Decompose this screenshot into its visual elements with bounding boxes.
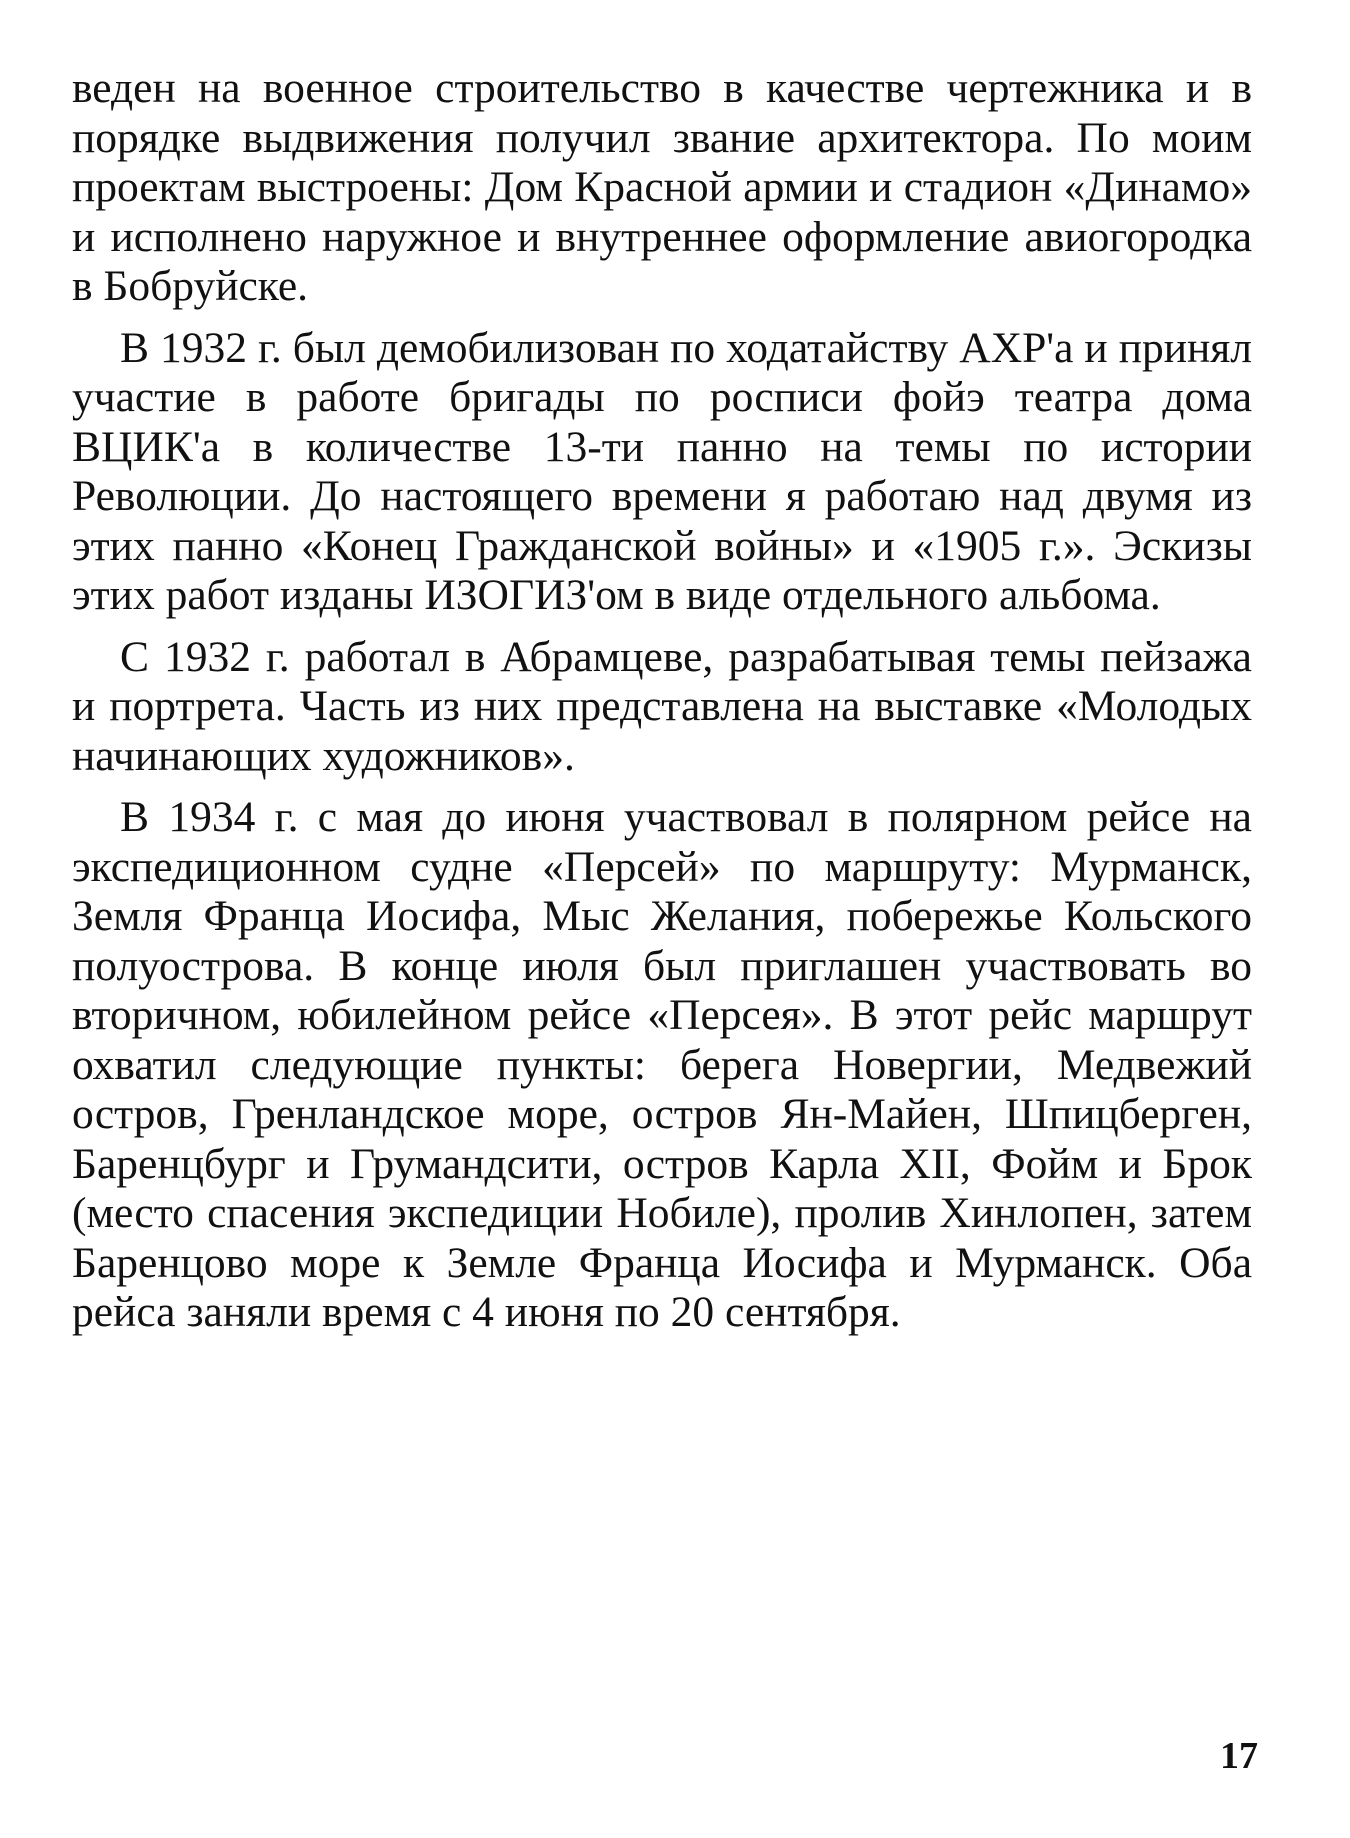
paragraph-3: С 1932 г. работал в Абрамцеве, разрабатывая темы пейзажа и портрета. Часть из них представлена на выставке «Молодых начинающих художников». bbox=[72, 632, 1252, 780]
paragraph-1: веден на военное строительство в качестве чертежника и в порядке выдвижения получил звание архитектора. По моим проектам выстроены: Дом Красной армии и стадион «Динамо» и исполнено наружное и внутреннее оформление авиогородка в Бобруйске. bbox=[72, 64, 1252, 310]
paragraph-4: В 1934 г. с мая до июня участвовал в полярном рейсе на экспедиционном судне «Персей» по маршруту: Мурманск, Земля Франца Иосифа, Мыс Желания, побережье Кольского полуострова. В конце июля был приглашен участвовать во вторичном, юбилейном рейсе «Персея». В этот рейс маршрут охватил следующие пункты: берега Новергии, Медвежий остров, Гренландское море, остров Ян-Майен, Шпицберген, Баренцбург и Грумандсити, остров Карла XII, Фойм и Брок (место спасения экспедиции Нобиле), пролив Хинлопен, затем Баренцово море к Земле Франца Иосифа и Мурманск. Оба рейса заняли время с 4 июня по 20 сентября. bbox=[72, 793, 1252, 1336]
paragraph-2: В 1932 г. был демобилизован по ходатайству АХР'а и принял участие в работе бригады по росписи фойэ театра дома ВЦИК'а в количестве 13-ти панно на темы по истории Революции. До настоящего времени я работаю над двумя из этих панно «Конец Гражданской войны» и «1905 г.». Эскизы этих работ изданы ИЗОГИЗ'ом в виде отдельного альбома. bbox=[72, 323, 1252, 619]
page-number: 17 bbox=[1220, 1735, 1258, 1777]
body-text bbox=[72, 64, 1252, 1350]
